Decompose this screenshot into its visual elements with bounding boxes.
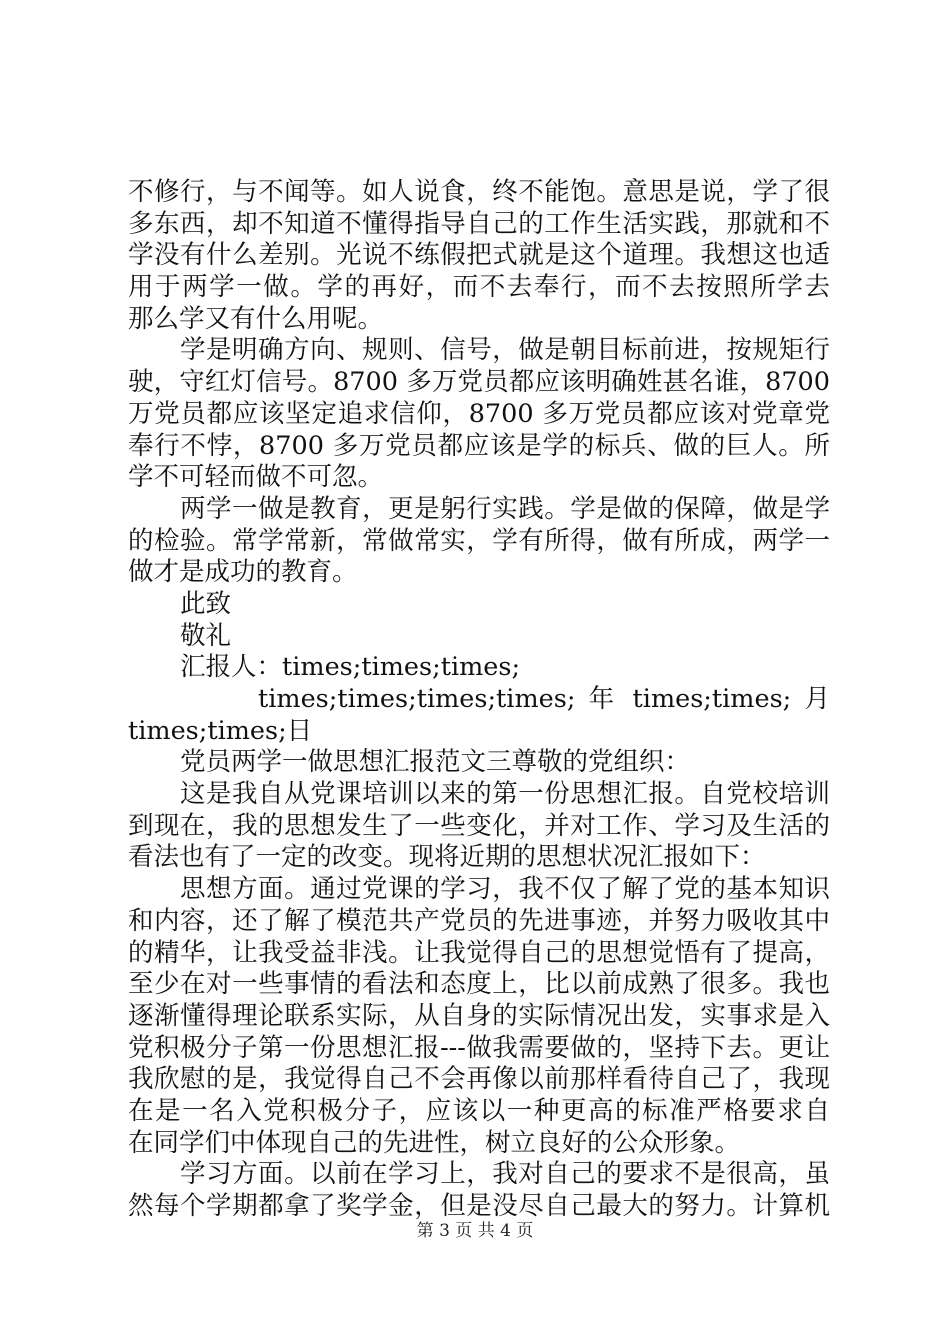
- text-line: 看法也有了一定的改变。现将近期的思想状况汇报如下：: [128, 842, 766, 873]
- text-line: 不修行，与不闻等。如人说食，终不能饱。意思是说，学了很: [128, 177, 830, 207]
- text-line: 那么学又有什么用呢。: [128, 303, 384, 334]
- text-line: 在是一名入党积极分子，应该以一种更高的标准严格要求自: [128, 1095, 830, 1126]
- text-line: 用于两学一做。学的再好，而不去奉行，而不去按照所学去: [128, 272, 830, 303]
- text-line: 汇报人：times;times;times;: [180, 652, 521, 683]
- text-line: 的精华，让我受益非浅。让我觉得自己的思想觉悟有了提高，: [128, 937, 830, 968]
- text-line: 党员两学一做思想汇报范文三尊敬的党组织：: [180, 747, 691, 778]
- text-line: 党积极分子第一份思想汇报---做我需要做的，坚持下去。更让: [128, 1032, 830, 1063]
- text-line: 到现在，我的思想发生了一些变化，并对工作、学习及生活的: [128, 810, 830, 841]
- text-line: 然每个学期都拿了奖学金，但是没尽自己最大的努力。计算机: [128, 1191, 830, 1221]
- text-line: 此致: [180, 588, 232, 619]
- text-line: 学是明确方向、规则、信号，做是朝目标前进，按规矩行: [180, 335, 830, 366]
- text-line: 做才是成功的教育。: [128, 557, 358, 588]
- text-line: 我欣慰的是，我觉得自己不会再像以前那样看待自己了，我现: [128, 1064, 830, 1095]
- text-line: 奉行不悖，8700 多万党员都应该是学的标兵、做的巨人。所: [128, 430, 830, 461]
- text-line: 思想方面。通过党课的学习，我不仅了解了党的基本知识: [180, 874, 830, 905]
- text-line: times;times;times;times; 年 times;times; 月: [258, 684, 830, 714]
- text-line: 驶，守红灯信号。8700 多万党员都应该明确姓甚名谁，8700: [128, 367, 830, 398]
- text-line: 至少在对一些事情的看法和态度上，比以前成熟了很多。我也: [128, 969, 830, 1000]
- page-footer: 第 3 页 共 4 页: [416, 1221, 534, 1241]
- text-line: 这是我自从党课培训以来的第一份思想汇报。自党校培训: [180, 779, 830, 810]
- text-line: 两学一做是教育，更是躬行实践。学是做的保障，做是学: [180, 493, 830, 524]
- text-line: times;times;日: [128, 715, 313, 746]
- text-line: 万党员都应该坚定追求信仰，8700 多万党员都应该对党章党: [128, 398, 830, 429]
- text-line: 的检验。常学常新，常做常实，学有所得，做有所成，两学一: [128, 525, 830, 556]
- text-line: 学不可轻而做不可忽。: [128, 462, 384, 493]
- text-line: 在同学们中体现自己的先进性，树立良好的公众形象。: [128, 1127, 741, 1158]
- document-body: [128, 177, 830, 1223]
- text-line: 逐渐懂得理论联系实际，从自身的实际情况出发，实事求是入: [128, 1000, 830, 1031]
- text-line: 和内容，还了解了模范共产党员的先进事迹，并努力吸收其中: [128, 905, 830, 936]
- text-line: 敬礼: [180, 620, 232, 651]
- text-line: 多东西，却不知道不懂得指导自己的工作生活实践，那就和不: [128, 208, 830, 239]
- text-line: 学没有什么差别。光说不练假把式就是这个道理。我想这也适: [128, 240, 830, 271]
- text-line: 学习方面。以前在学习上，我对自己的要求不是很高，虽: [180, 1159, 830, 1190]
